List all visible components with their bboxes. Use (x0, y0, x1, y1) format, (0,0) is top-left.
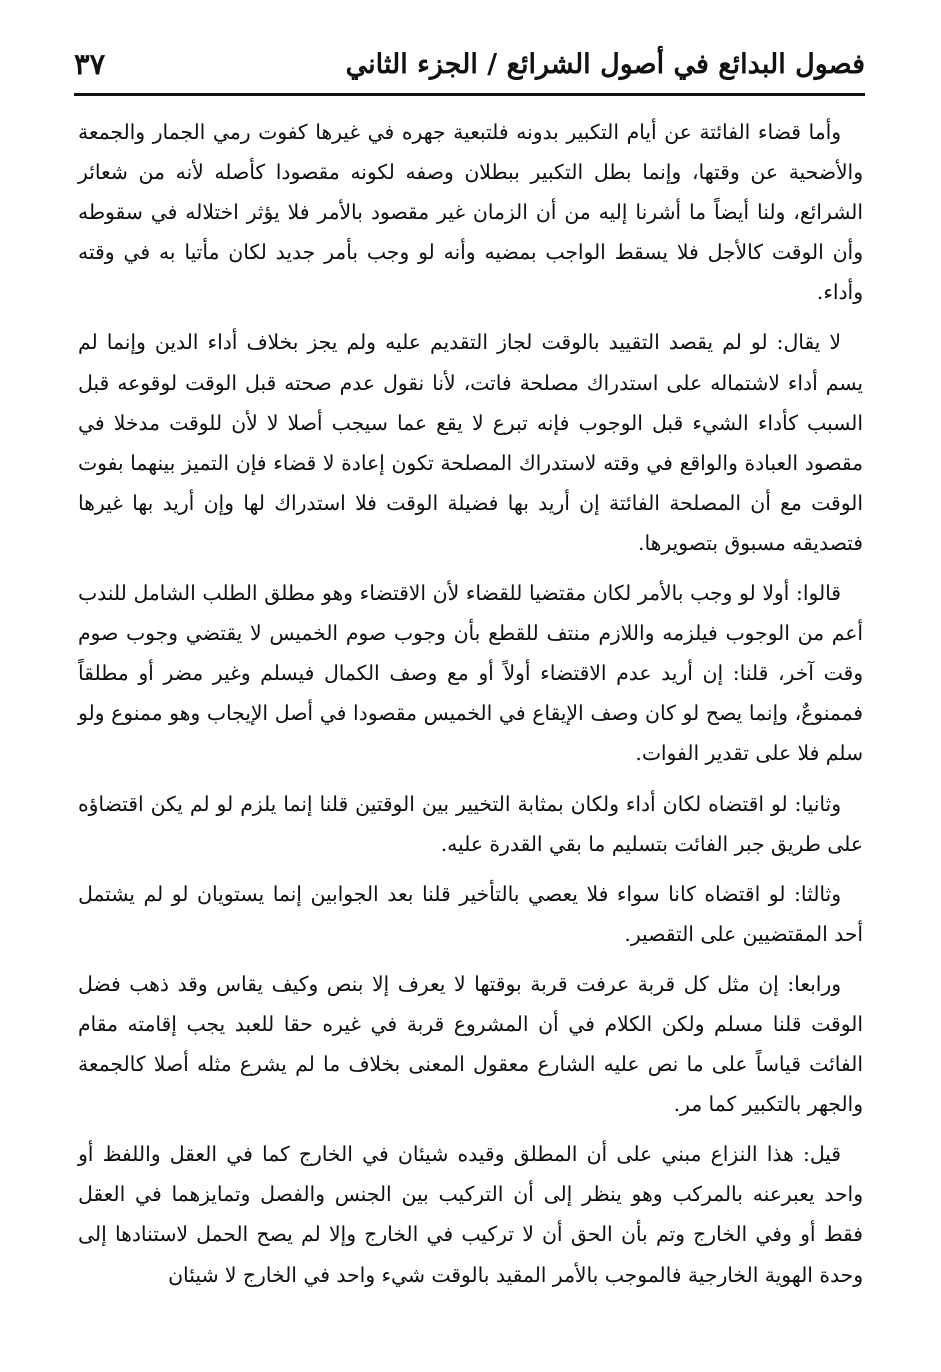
paragraph-1: وأما قضاء الفائتة عن أيام التكبير بدونه فلتبعية جهره في غيرها كفوت رمي الجمار والجمعة والأضحية عن وقتها، وإنما بطل التكبير ببطلان وصفه لكونه مقصودا كأصله لأنه من شعائر الشرائع، ولنا أيضاً ما أشرنا إليه من أن الزمان غير مقصود بالأمر فلا يؤثر اختلاله في سقوطه وأن الوقت كالأجل فلا يسقط الواجب بمضيه وأنه لو وجب بأمر جديد لكان مأتيا به في وقته وأداء. (78, 120, 863, 305)
paragraph-5: وثالثا: لو اقتضاه كانا سواء فلا يعصي بالتأخير قلنا بعد الجوابين إنما يستويان لو لم يشتمل أحد المقتضيين على التقصير. (78, 881, 863, 946)
paragraph-3: قالوا: أولا لو وجب بالأمر لكان مقتضيا للقضاء لأن الاقتضاء وهو مطلق الطلب الشامل للندب أعم من الوجوب فيلزمه واللازم منتف للقطع بأن وجوب صوم الخميس لا يقتضي وجوب صوم وقت آخر، قلنا: إن أريد عدم الاقتضاء أولاً أو مع وصف الكمال فيسلم وغير مضر أو مطلقاً فممنوعٌ، وإنما يصح لو كان وصف الإيقاع في الخميس مقصودا في أصل الإيجاب وهو ممنوع ولو سلم فلا على تقدير الفوات. (78, 581, 863, 766)
paragraph-7: قيل: هذا النزاع مبني على أن المطلق وقيده شيئان في الخارج كما في العقل واللفظ أو واحد يعبرعنه بالمركب وهو ينظر إلى أن التركيب بين الجنس والفصل وتمايزهما في العقل فقط أو وفي الخارج وتم بأن الحق أن لا تركيب في الخارج وإلا لم يصح الحمل لاستنادها إلى وحدة الهوية الخارجية فالموجب بالأمر المقيد بالوقت شيء واحد في الخارج لا شيئان (78, 1142, 863, 1287)
paragraph-6: ورابعا: إن مثل كل قربة عرفت قربة بوقتها لا يعرف إلا بنص وكيف يقاس وقد ذهب فضل الوقت قلنا مسلم ولكن الكلام في أن المشروع قربة في غيره حقا للعبد يجب إقامته مقام الفائت قياساً على ما نص عليه الشارع معقول المعنى بخلاف ما لم يشرع مثله أصلا كالجمعة والجهر بالتكبير كما مر. (78, 971, 863, 1117)
paragraph-2: لا يقال: لو لم يقصد التقييد بالوقت لجاز التقديم عليه ولم يجز بخلاف أداء الدين وإنما لم يسم أداء لاشتماله على استدراك مصلحة فاتت، لأنا نقول عدم صحته قبل الوقت لوقوعه قبل السبب كأداء الشيء قبل الوجوب فإنه تبرع لا يقع عما سيجب أصلا لا لأن للوقت مدخلا في مقصود العبادة والواقع في وقته لاستدراك المصلحة تكون إعادة لا قضاء فإن التميز بينهما بفوت الوقت مع أن المصلحة الفائتة إن أريد بها فضيلة الوقت فلا استدراك لها وإن أريد بها غيرها فتصديقه مسبوق بتصويرها. (78, 330, 863, 555)
paragraph-4: وثانيا: لو اقتضاه لكان أداء ولكان بمثابة التخيير بين الوقتين قلنا إنما يلزم لو لم يكن اقتضاؤه على طريق جبر الفائت بتسليم ما بقي القدرة عليه. (78, 791, 863, 856)
page-number: ٣٧ (74, 47, 106, 81)
page-body (78, 112, 863, 1305)
running-title: فصول البدائع في أصول الشرائع / الجزء الثاني (345, 48, 865, 80)
header-rule (74, 93, 865, 96)
page-header (74, 38, 865, 90)
